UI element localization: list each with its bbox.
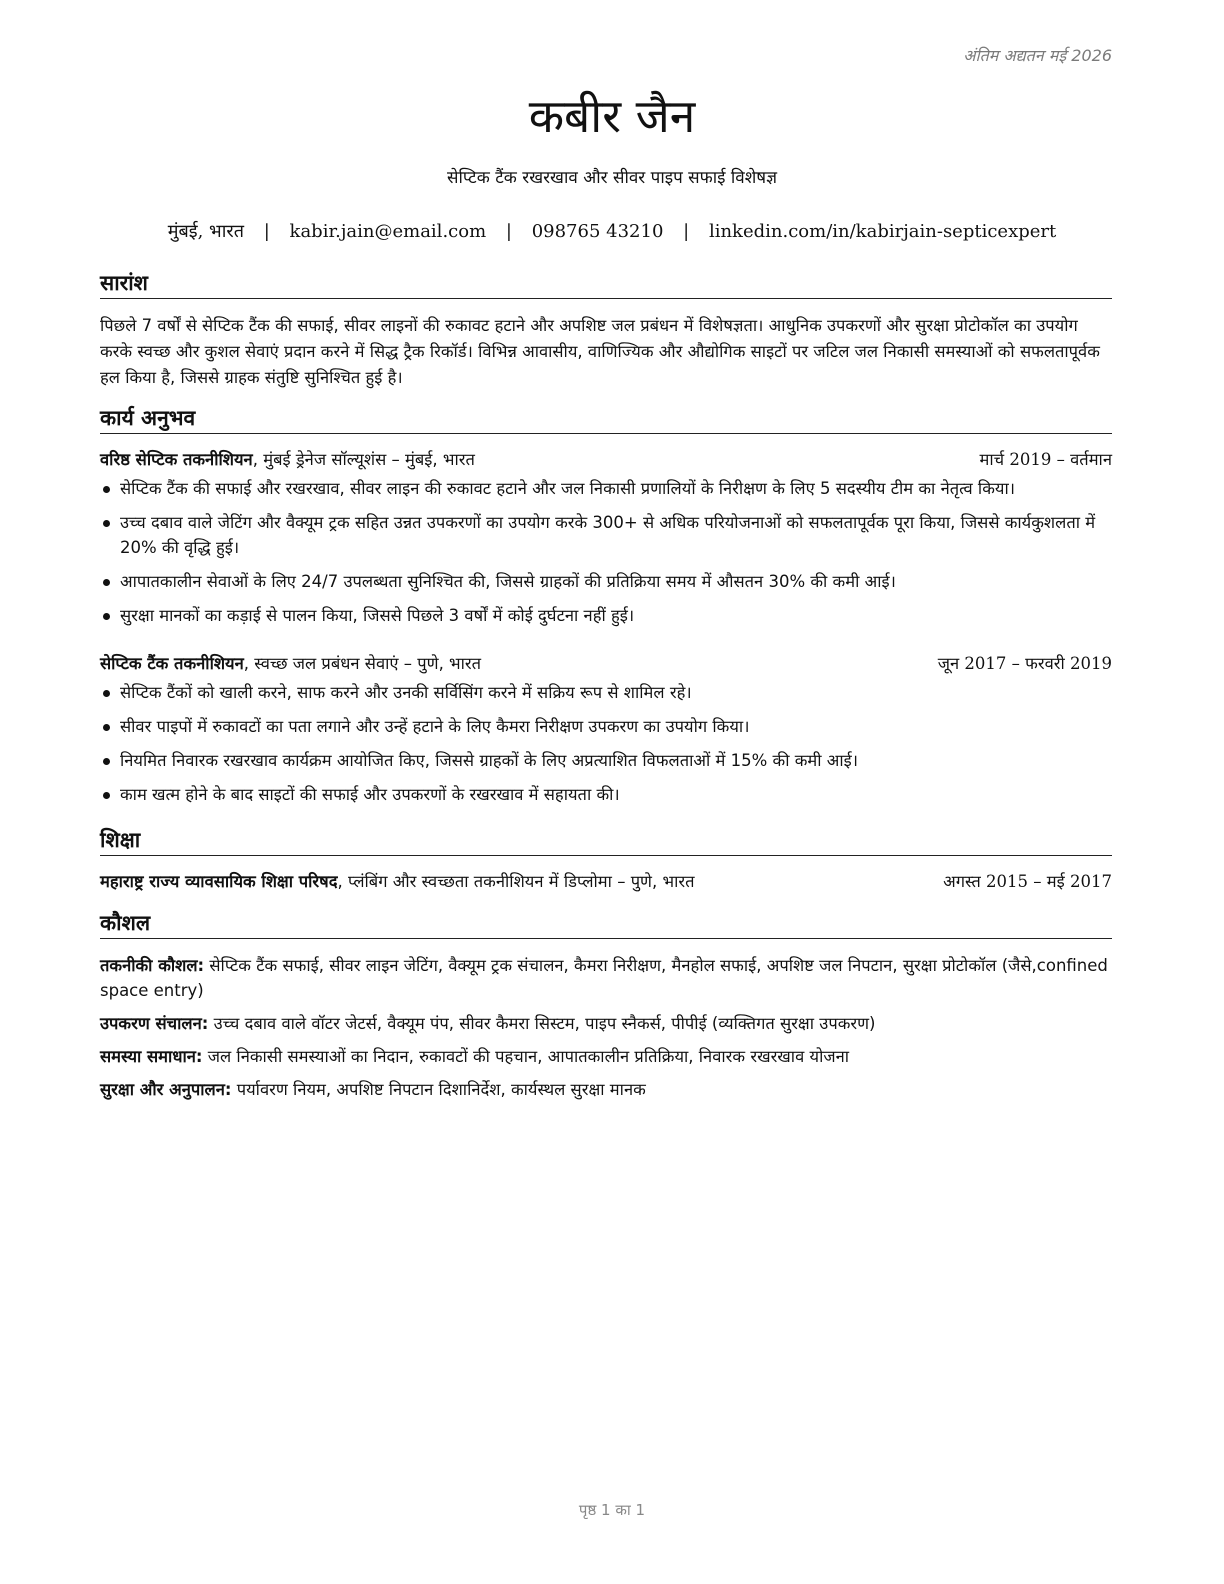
experience-heading: कार्य अनुभव xyxy=(100,404,1112,434)
skill-item xyxy=(100,953,1112,1003)
last-updated: अंतिम अद्यतन मई 2026 xyxy=(963,46,1112,65)
skill-label: सुरक्षा और अनुपालन: xyxy=(100,1080,232,1099)
job-bullets xyxy=(100,680,1112,807)
skill-label: समस्या समाधान: xyxy=(100,1047,203,1066)
contact-separator: | xyxy=(263,221,270,242)
job-dates: मार्च 2019 – वर्तमान xyxy=(979,450,1112,469)
skill-item xyxy=(100,1011,1112,1036)
education-dates: अगस्त 2015 – मई 2017 xyxy=(943,872,1112,891)
job-bullet: नियमित निवारक रखरखाव कार्यक्रम आयोजित किए, जिससे ग्राहकों के लिए अप्रत्याशित विफलताओं में 15% की कमी आई। xyxy=(120,748,1112,773)
skill-value: उच्च दबाव वाले वॉटर जेटर्स, वैक्यूम पंप, सीवर कैमरा सिस्टम, पाइप स्नैकर्स, पीपीई (व्यक्तिगत सुरक्षा उपकरण) xyxy=(208,1014,876,1033)
job-bullet: उच्च दबाव वाले जेटिंग और वैक्यूम ट्रक सहित उन्नत उपकरणों का उपयोग करके 300+ से अधिक परियोजनाओं को सफलतापूर्वक पूरा किया, जिससे कार्यकुशलता में 20% की वृद्धि हुई। xyxy=(120,510,1112,560)
job-org: , मुंबई ड्रेनेज सॉल्यूशंस – मुंबई, भारत xyxy=(252,450,475,469)
contact-email[interactable]: kabir.jain@email.com xyxy=(289,221,487,242)
job-entry xyxy=(100,447,1112,637)
education-detail: , प्लंबिंग और स्वच्छता तकनीशियन में डिप्लोमा – पुणे, भारत xyxy=(337,872,695,891)
summary-text: पिछले 7 वर्षों से सेप्टिक टैंक की सफाई, सीवर लाइनों की रुकावट हटाने और अपशिष्ट जल प्रबंधन में विशेषज्ञता। आधुनिक उपकरणों और सुरक्षा प्रोटोकॉल का उपयोग करके स्वच्छ और कुशल सेवाएं प्रदान करने में सिद्ध ट्रैक रिकॉर्ड। विभिन्न आवासीय, वाणिज्यिक और औद्योगिक साइटों पर जटिल जल निकासी समस्याओं को सफलतापूर्वक हल किया है, जिससे ग्राहक संतुष्टि सुनिश्चित हुई है। xyxy=(100,316,1100,387)
skill-item xyxy=(100,1044,1112,1069)
job-role: सेप्टिक टैंक तकनीशियन xyxy=(100,654,244,673)
job-bullets xyxy=(100,476,1112,628)
skill-value: पर्यावरण नियम, अपशिष्ट निपटान दिशानिर्देश, कार्यस्थल सुरक्षा मानक xyxy=(231,1080,646,1099)
job-entry xyxy=(100,651,1112,816)
job-bullet: सेप्टिक टैंकों को खाली करने, साफ करने और उनकी सर्विसिंग करने में सक्रिय रूप से शामिल रहे। xyxy=(120,680,1112,705)
job-bullet: सुरक्षा मानकों का कड़ाई से पालन किया, जिससे पिछले 3 वर्षों में कोई दुर्घटना नहीं हुई। xyxy=(120,603,1112,628)
job-title-line xyxy=(100,447,475,473)
job-bullet: सेप्टिक टैंक की सफाई और रखरखाव, सीवर लाइन की रुकावट हटाने और जल निकासी प्रणालियों के निरीक्षण के लिए 5 सदस्यीय टीम का नेतृत्व किया। xyxy=(120,476,1112,501)
job-bullet: आपातकालीन सेवाओं के लिए 24/7 उपलब्धता सुनिश्चित की, जिससे ग्राहकों की प्रतिक्रिया समय में औसतन 30% की कमी आई। xyxy=(120,569,1112,594)
education-entry xyxy=(100,869,1112,895)
job-org: , स्वच्छ जल प्रबंधन सेवाएं – पुणे, भारत xyxy=(243,654,482,673)
education-line xyxy=(100,869,695,895)
skill-label: उपकरण संचालन: xyxy=(100,1014,209,1033)
contact-separator: | xyxy=(683,221,690,242)
job-header xyxy=(100,447,1112,473)
skills-list xyxy=(100,953,1112,1110)
skill-label: तकनीकी कौशल: xyxy=(100,956,205,975)
job-bullet: सीवर पाइपों में रुकावटों का पता लगाने और उन्हें हटाने के लिए कैमरा निरीक्षण उपकरण का उपयोग किया। xyxy=(120,714,1112,739)
skill-value: जल निकासी समस्याओं का निदान, रुकावटों की पहचान, आपातकालीन प्रतिक्रिया, निवारक रखरखाव योजना xyxy=(202,1047,850,1066)
candidate-tagline: सेप्टिक टैंक रखरखाव और सीवर पाइप सफाई विशेषज्ञ xyxy=(446,168,778,188)
contact-location: मुंबई, भारत xyxy=(167,221,244,242)
contact-linkedin[interactable]: linkedin.com/in/kabirjain-septicexpert xyxy=(708,221,1057,242)
job-bullet: काम खत्म होने के बाद साइटों की सफाई और उपकरणों के रखरखाव में सहायता की। xyxy=(120,782,1112,807)
education-heading: शिक्षा xyxy=(100,826,1112,856)
summary-heading: सारांश xyxy=(100,269,1112,299)
skills-heading: कौशल xyxy=(100,909,1112,939)
job-header xyxy=(100,651,1112,677)
skill-value: सेप्टिक टैंक सफाई, सीवर लाइन जेटिंग, वैक्यूम ट्रक संचालन, कैमरा निरीक्षण, मैनहोल सफाई, अपशिष्ट जल निपटान, सुरक्षा प्रोटोकॉल (जैसे,confined space entry) xyxy=(100,956,1108,1000)
education-header xyxy=(100,869,1112,895)
contact-separator: | xyxy=(505,221,512,242)
job-title-line xyxy=(100,651,481,677)
page-number: पृष्ठ 1 का 1 xyxy=(578,1501,646,1519)
job-role: वरिष्ठ सेप्टिक तकनीशियन xyxy=(100,450,253,469)
contact-line xyxy=(0,219,1224,245)
candidate-name: कबीर जैन xyxy=(528,89,696,143)
skill-item xyxy=(100,1077,1112,1102)
contact-phone[interactable]: 098765 43210 xyxy=(531,221,664,242)
education-institution: महाराष्ट्र राज्य व्यावसायिक शिक्षा परिषद xyxy=(100,872,338,891)
job-dates: जून 2017 – फरवरी 2019 xyxy=(937,654,1112,673)
